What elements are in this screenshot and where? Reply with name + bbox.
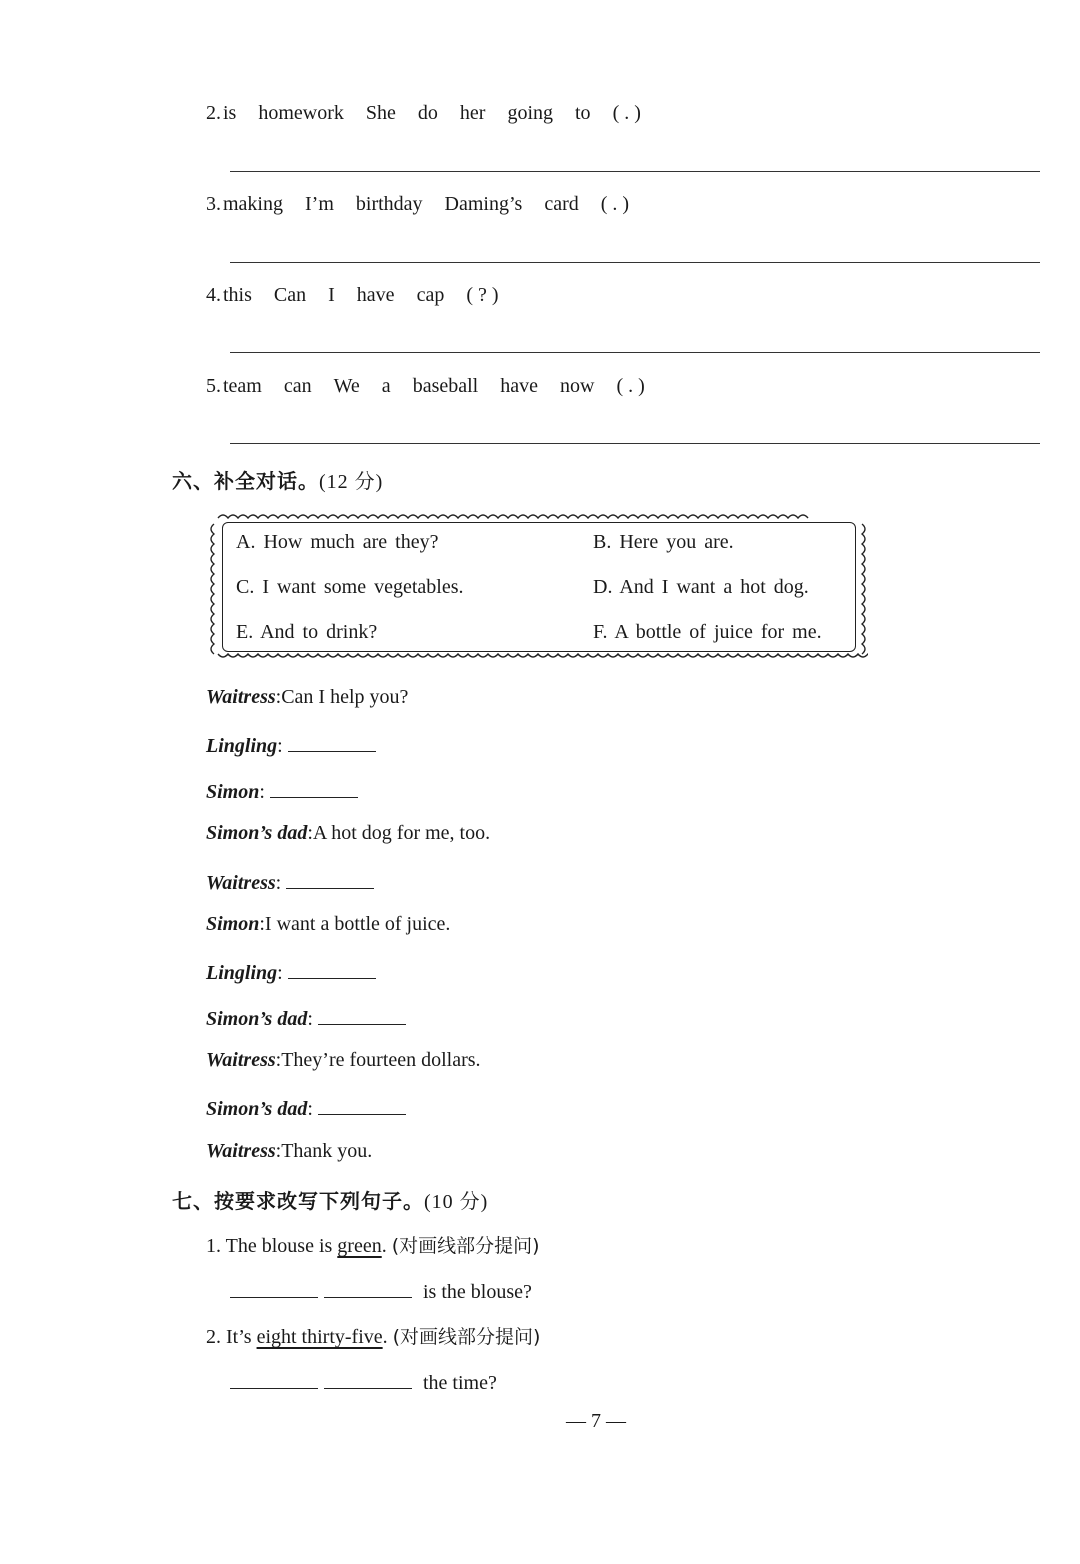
- dialogue-line: Waitress:Thank you.: [206, 1140, 373, 1162]
- option-c: C. I want some vegetables.: [236, 576, 464, 598]
- dialogue-line: Lingling:: [206, 731, 376, 758]
- speaker: Lingling: [206, 735, 278, 757]
- dialogue-line: Waitress:Can I help you?: [206, 686, 409, 708]
- speaker: Lingling: [206, 962, 278, 984]
- speaker: Waitress: [206, 1049, 276, 1071]
- dialogue-line: Simon:I want a bottle of juice.: [206, 913, 451, 935]
- answer-blank[interactable]: [230, 1277, 318, 1298]
- speaker: Waitress: [206, 1140, 276, 1162]
- answer-blank[interactable]: [324, 1368, 412, 1389]
- option-a: A. How much are they?: [236, 531, 439, 553]
- section-7-title: 七、按要求改写下列句子。(10 分): [172, 1189, 489, 1213]
- dialogue-line: Waitress:: [206, 868, 374, 895]
- answer-blank[interactable]: [318, 1004, 406, 1025]
- dialogue-line: Simon’s dad:: [206, 1004, 406, 1031]
- speaker: Simon: [206, 913, 260, 935]
- speaker: Waitress: [206, 686, 276, 708]
- answer-line[interactable]: [230, 262, 1040, 263]
- answer-blank[interactable]: [286, 868, 374, 889]
- rewrite-answer-2: the time?: [230, 1368, 497, 1395]
- speaker: Simon: [206, 781, 260, 803]
- scramble-item-4: 4. this Can I have cap ( ? ): [206, 284, 499, 306]
- answer-blank[interactable]: [318, 1094, 406, 1115]
- speaker: Simon’s dad: [206, 822, 308, 844]
- answer-line[interactable]: [230, 352, 1040, 353]
- speaker: Simon’s dad: [206, 1098, 308, 1120]
- page-number: — 7 —: [566, 1410, 626, 1432]
- dialogue-line: Simon’s dad:: [206, 1094, 406, 1121]
- scramble-item-2: 2. is homework She do her going to ( . ): [206, 102, 641, 124]
- answer-blank[interactable]: [288, 731, 376, 752]
- answer-blank[interactable]: [288, 958, 376, 979]
- option-d: D. And I want a hot dog.: [593, 576, 809, 598]
- answer-line[interactable]: [230, 171, 1040, 172]
- rewrite-question-2: 2. It’s eight thirty-five. (对画线部分提问): [206, 1326, 541, 1348]
- option-f: F. A bottle of juice for me.: [593, 621, 822, 643]
- scramble-item-3: 3. making I’m birthday Daming’s card ( . ): [206, 193, 630, 215]
- answer-line[interactable]: [230, 443, 1040, 444]
- speaker: Simon’s dad: [206, 1008, 308, 1030]
- underlined-part: eight thirty-five: [256, 1326, 383, 1348]
- option-b: B. Here you are.: [593, 531, 734, 553]
- section-6-title: 六、补全对话。(12 分): [172, 469, 384, 493]
- option-e: E. And to drink?: [236, 621, 378, 643]
- dialogue-line: Simon:: [206, 777, 358, 804]
- dialogue-line: Waitress:They’re fourteen dollars.: [206, 1049, 481, 1071]
- rewrite-answer-1: is the blouse?: [230, 1277, 532, 1304]
- speaker: Waitress: [206, 872, 276, 894]
- answer-blank[interactable]: [230, 1368, 318, 1389]
- rewrite-question-1: 1. The blouse is green. (对画线部分提问): [206, 1235, 540, 1257]
- underlined-part: green: [337, 1235, 382, 1257]
- scramble-item-5: 5. team can We a baseball have now ( . ): [206, 375, 645, 397]
- dialogue-line: Lingling:: [206, 958, 376, 985]
- answer-blank[interactable]: [324, 1277, 412, 1298]
- dialogue-line: Simon’s dad:A hot dog for me, too.: [206, 822, 491, 844]
- answer-blank[interactable]: [270, 777, 358, 798]
